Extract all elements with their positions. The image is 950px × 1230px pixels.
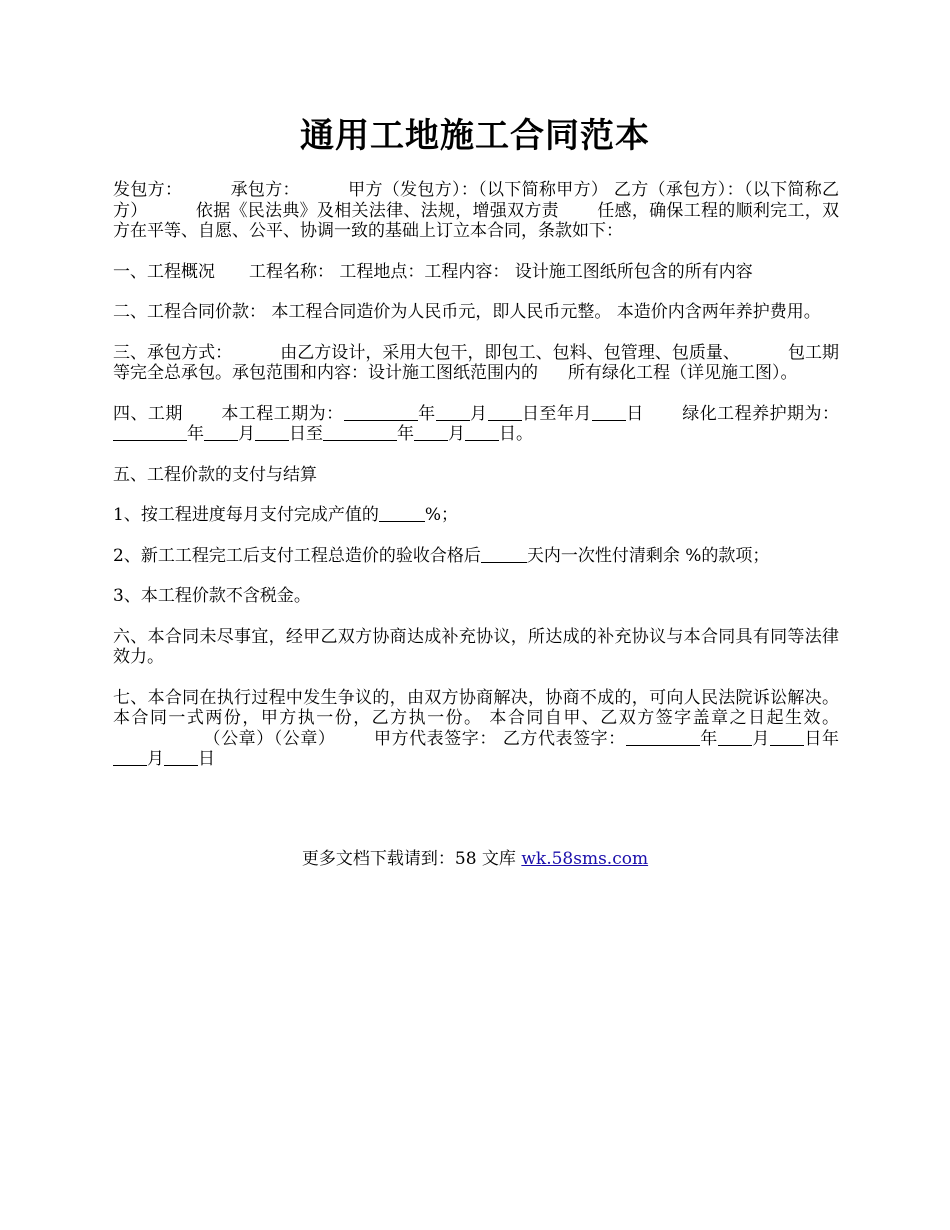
section-4-period-label: 本工程工期为： — [220, 403, 344, 424]
section-3-text-b: 包工期等完全总承包。承包范围和内容：设计施工图纸范围内的 — [113, 342, 840, 383]
party-b-label: 乙方（承包方）：（以下简称乙方） — [113, 180, 840, 221]
section-4-maintenance-label: 绿化工程养护期为： — [681, 403, 839, 424]
blank-field — [770, 729, 804, 746]
section-1 — [113, 262, 839, 283]
blank-field — [626, 729, 700, 746]
blank-field — [718, 729, 752, 746]
blank-field — [113, 424, 187, 441]
document-body — [113, 180, 839, 790]
section-5-heading: 五、工程价款的支付与结算 — [113, 464, 317, 485]
blank-field — [204, 424, 238, 441]
party-a-label: 甲方（发包方）：（以下简称甲方） — [347, 180, 609, 200]
blank-field — [379, 505, 425, 522]
subcontractor-label: 承包方： — [230, 180, 300, 200]
section-6: 六、本合同未尽事宜，经甲乙双方协商达成补充协议，所达成的补充协议与本合同具有同等法律效力。 — [113, 626, 839, 667]
section-3-text-a: 由乙方设计，采用大包干，即包工、包料、包管理、包质量、 — [280, 342, 740, 363]
blank-field — [465, 424, 499, 441]
section-7-text: 七、本合同在执行过程中发生争议的，由双方协商解决，协商不成的，可向人民法院诉讼解决。本合同一式两份，甲方执一份，乙方执一份。 本合同自甲、乙双方签字盖章之日起生效。 — [113, 687, 839, 728]
blank-field — [488, 404, 522, 421]
basis-text: 依据《民法典》及相关法律、法规，增强双方责 — [195, 200, 559, 221]
section-2-text: 二、工程合同价款： 本工程合同造价为人民币元，即人民币元整。 本造价内含两年养护费用。 — [113, 302, 821, 322]
seal-labels: （公章）（公章） — [203, 728, 336, 749]
blank-field — [592, 404, 626, 421]
section-7: 七、本合同在执行过程中发生争议的，由双方协商解决，协商不成的，可向人民法院诉讼解决。本合同一式两份，甲方执一份，乙方执一份。 本合同自甲、乙双方签字盖章之日起生效。（公章）（公章） 甲方代表签字： 乙方代表签字： 年 月 日年月 日 — [113, 687, 840, 769]
download-footer — [0, 848, 950, 870]
section-1-text: 工程名称： 工程地点：工程内容： 设计施工图纸所包含的所有内容 — [249, 261, 753, 282]
footer-link[interactable]: wk.58sms.com — [521, 849, 649, 869]
blank-field — [414, 424, 448, 441]
blank-field — [436, 404, 470, 421]
section-4-heading: 四、工期 — [113, 403, 183, 424]
section-5-item-3: 3、本工程价款不含税金。 — [113, 586, 311, 606]
section-3-heading: 三、承包方式： — [113, 342, 233, 363]
section-4: 四、工期 本工程工期为： 年 月 日至年月 日 绿化工程养护期为：年 月 日至 年 月 日。 — [113, 403, 839, 444]
footer-text: 更多文档下载请到：58 文库 — [301, 849, 522, 869]
section-3 — [113, 343, 839, 384]
blank-field — [481, 546, 527, 563]
section-2 — [113, 302, 839, 323]
intro-paragraph — [113, 180, 839, 242]
section-3-text-c: 所有绿化工程（详见施工图）。 — [568, 363, 798, 383]
basis-text-continued: 任感，确保工程的顺利完工，双方在平等、自愿、公平、协调一致的基础上订立本合同，条款如下： — [113, 200, 840, 241]
blank-field — [344, 404, 418, 421]
document-title: 通用工地施工合同范本 — [300, 116, 650, 156]
section-5-item-1: 1、按工程进度每月支付完成产值的 %； — [113, 505, 458, 525]
section-5-item-2: 2、新工工程完工后支付工程总造价的验收合格后 天内一次性付清剩余 %的款项； — [113, 545, 770, 566]
section-1-heading: 一、工程概况 — [113, 261, 215, 282]
party-a-signature-label: 甲方代表签字： — [373, 728, 497, 749]
party-b-signature-label: 乙方代表签字： — [502, 728, 626, 749]
blank-field — [255, 424, 289, 441]
contractor-label: 发包方： — [113, 180, 183, 200]
blank-field — [323, 424, 397, 441]
blank-field — [164, 749, 198, 766]
blank-field — [113, 749, 147, 766]
